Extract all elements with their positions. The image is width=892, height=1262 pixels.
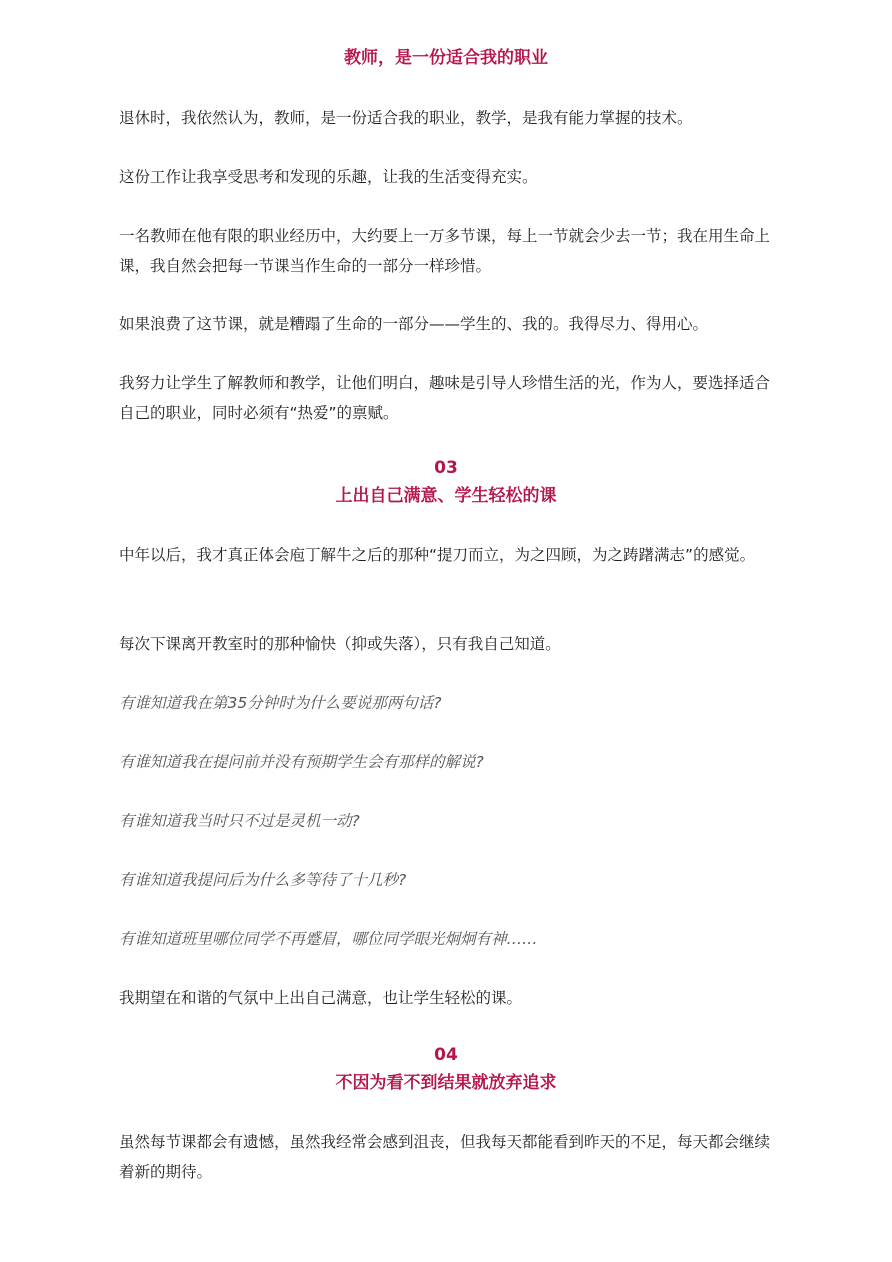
section-heading-keep-pursuing: 不因为看不到结果就放弃追求: [335, 1073, 557, 1093]
paragraph-question-classmates: 有谁知道班里哪位同学不再蹙眉，哪位同学眼光炯炯有神……: [119, 930, 538, 948]
paragraph-wasted-class: 如果浪费了这节课，就是糟蹋了生命的一部分——学生的、我的。我得尽力、得用心。: [119, 315, 709, 333]
section-number-03: 03: [434, 458, 458, 478]
paragraph-ten-thousand-classes: 一名教师在他有限的职业经历中，大约要上一万多节课，每上一节就会少去一节；我在用生命上课，我自然会把每一节课当作生命的一部分一样珍惜。: [119, 227, 771, 275]
section-heading-teacher-career: 教师，是一份适合我的职业: [344, 48, 548, 68]
section-number-04: 04: [434, 1045, 458, 1065]
paragraph-love-gift: 我努力让学生了解教师和教学，让他们明白，趣味是引导人珍惜生活的光，作为人，要选择适合自己的职业，同时必须有“热爱”的禀赋。: [119, 374, 771, 422]
paragraph-new-expectations: 虽然每节课都会有遗憾，虽然我经常会感到沮丧，但我每天都能看到昨天的不足，每天都会继续着新的期待。: [119, 1133, 771, 1181]
paragraph-question-wait-seconds: 有谁知道我提问后为什么多等待了十几秒?: [119, 871, 407, 889]
paragraph-question-unexpected-answer: 有谁知道我在提问前并没有预期学生会有那样的解说?: [119, 753, 484, 771]
paragraph-question-35-minutes: 有谁知道我在第35分钟时为什么要说那两句话?: [119, 694, 442, 712]
paragraph-after-class: 每次下课离开教室时的那种愉快（抑或失落），只有我自己知道。: [119, 635, 561, 653]
paragraph-paoding: 中年以后，我才真正体会庖丁解牛之后的那种“提刀而立，为之四顾，为之踌躇满志”的感觉。: [119, 546, 756, 564]
section-heading-satisfying-class: 上出自己满意、学生轻松的课: [335, 486, 557, 506]
paragraph-job-joy: 这份工作让我享受思考和发现的乐趣，让我的生活变得充实。: [119, 168, 538, 186]
paragraph-question-inspiration: 有谁知道我当时只不过是灵机一动?: [119, 812, 360, 830]
paragraph-harmonious-class: 我期望在和谐的气氛中上出自己满意，也让学生轻松的课。: [119, 989, 523, 1007]
paragraph-retirement: 退休时，我依然认为，教师，是一份适合我的职业，教学，是我有能力掌握的技术。: [119, 109, 693, 127]
